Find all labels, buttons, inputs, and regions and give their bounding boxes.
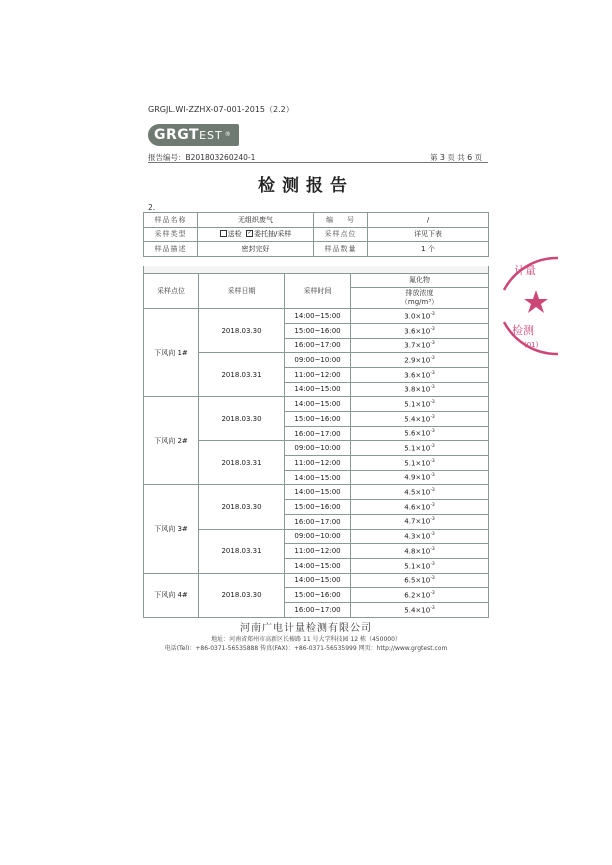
- header-time: 采样时间: [285, 273, 351, 309]
- sample-desc-label: 样品描述: [144, 242, 198, 257]
- concentration-exponent: -3: [430, 414, 435, 420]
- info-row: [144, 227, 489, 242]
- sampling-time-cell: 11:00~12:00: [285, 367, 351, 382]
- results-body: [144, 309, 489, 617]
- concentration-cell: [351, 529, 489, 544]
- sampling-type-options: [198, 227, 314, 242]
- sampling-time-cell: 15:00~16:00: [285, 323, 351, 338]
- concentration-exponent: -3: [430, 561, 435, 567]
- concentration-exponent: -3: [430, 546, 435, 552]
- report-number-label: 报告编号：: [148, 153, 186, 162]
- concentration-exponent: -3: [430, 576, 435, 582]
- page-suffix: 页: [474, 153, 483, 162]
- sampling-date-cell: 2018.03.30: [199, 309, 285, 353]
- sample-id-value: /: [368, 213, 489, 228]
- header-sub: 排放浓度: [405, 289, 434, 298]
- sampling-time-cell: 16:00~17:00: [285, 338, 351, 353]
- sampling-time-cell: 14:00~15:00: [285, 573, 351, 588]
- sampling-time-cell: 16:00~17:00: [285, 514, 351, 529]
- report-title: 检测报告: [258, 176, 354, 196]
- stamp-code: (01): [524, 341, 539, 349]
- section-number: 2.: [148, 203, 156, 212]
- info-row: [144, 242, 489, 257]
- concentration-exponent: -3: [430, 355, 435, 361]
- header-divider: [148, 162, 488, 163]
- sampling-time-cell: 14:00~15:00: [285, 485, 351, 500]
- page-total: 6: [467, 153, 473, 162]
- sampling-time-cell: 14:00~15:00: [285, 558, 351, 573]
- header-point: 采样点位: [144, 273, 199, 309]
- option-submitted: 送检: [227, 230, 242, 239]
- concentration-mantissa: 5.1×10: [404, 561, 431, 570]
- sampling-time-cell: 15:00~16:00: [285, 588, 351, 603]
- footer-contact: 电话(Tel)：+86-0371-56535888 传真(FAX)：+86-0371-56535999 网页：http://www.grgtest.com: [164, 645, 448, 652]
- concentration-cell: [351, 367, 489, 382]
- sampling-date-cell: 2018.03.31: [199, 529, 285, 573]
- concentration-mantissa: 3.7×10: [404, 341, 431, 350]
- concentration-cell: [351, 353, 489, 368]
- concentration-exponent: -3: [430, 458, 435, 464]
- sample-info-table: [143, 212, 489, 257]
- concentration-mantissa: 4.9×10: [404, 473, 431, 482]
- sampling-point-cell: 下风向 4#: [144, 573, 199, 617]
- concentration-mantissa: 6.5×10: [404, 576, 431, 585]
- report-number-value: B201803260240-1: [185, 153, 256, 162]
- concentration-mantissa: 5.4×10: [404, 605, 431, 614]
- sampling-time-cell: 09:00~10:00: [285, 353, 351, 368]
- concentration-cell: [351, 544, 489, 559]
- logo-bold-text: GRGT: [154, 127, 200, 143]
- sampling-time-cell: 11:00~12:00: [285, 544, 351, 559]
- concentration-mantissa: 3.6×10: [404, 370, 431, 379]
- page-current: 3: [439, 153, 445, 162]
- concentration-mantissa: 4.5×10: [404, 488, 431, 497]
- concentration-exponent: -3: [430, 473, 435, 479]
- checkbox-unchecked-icon: [220, 230, 227, 237]
- concentration-exponent: -3: [430, 341, 435, 347]
- concentration-exponent: -3: [430, 385, 435, 391]
- sample-desc-value: 密封完好: [198, 242, 314, 257]
- sampling-time-cell: 16:00~17:00: [285, 602, 351, 617]
- concentration-cell: [351, 470, 489, 485]
- sample-name-value: 无组织废气: [198, 213, 314, 228]
- concentration-mantissa: 5.1×10: [404, 400, 431, 409]
- sampling-time-cell: 14:00~15:00: [285, 309, 351, 324]
- header-param: 氟化物: [351, 273, 489, 288]
- footer-address: 地址：河南省郑州市高新区长椿路 11 号大学科技园 12 栋（450000）: [211, 636, 401, 643]
- concentration-mantissa: 4.3×10: [404, 532, 431, 541]
- concentration-cell: [351, 602, 489, 617]
- header-unit: （mg/m³）: [400, 298, 439, 307]
- concentration-cell: [351, 397, 489, 412]
- concentration-cell: [351, 412, 489, 427]
- sampling-time-cell: 11:00~12:00: [285, 456, 351, 471]
- sampling-date-cell: 2018.03.30: [199, 397, 285, 441]
- sampling-date-cell: 2018.03.31: [199, 353, 285, 397]
- concentration-cell: [351, 485, 489, 500]
- sampling-type-label: 采样类型: [144, 227, 198, 242]
- concentration-mantissa: 4.6×10: [404, 503, 431, 512]
- concentration-exponent: -3: [430, 444, 435, 450]
- concentration-mantissa: 5.6×10: [404, 429, 431, 438]
- table-row: [144, 573, 489, 588]
- star-icon: [524, 290, 548, 313]
- sample-qty-label: 样品数量: [314, 242, 368, 257]
- concentration-cell: [351, 323, 489, 338]
- concentration-cell: [351, 309, 489, 324]
- concentration-mantissa: 4.7×10: [404, 517, 431, 526]
- concentration-exponent: -3: [430, 399, 435, 405]
- concentration-exponent: -3: [430, 429, 435, 435]
- header-date: 采样日期: [199, 273, 285, 309]
- concentration-cell: [351, 573, 489, 588]
- header-concentration: [351, 288, 489, 309]
- sampling-time-cell: 15:00~16:00: [285, 412, 351, 427]
- table-gap-row: [144, 266, 489, 273]
- concentration-mantissa: 3.8×10: [404, 385, 431, 394]
- concentration-mantissa: 5.1×10: [404, 444, 431, 453]
- page-middle: 页 共: [447, 153, 465, 162]
- sample-name-label: 样品名称: [144, 213, 198, 228]
- sample-qty-value: 1 个: [368, 242, 489, 257]
- option-entrusted: 委托抽/采样: [254, 230, 292, 239]
- concentration-exponent: -3: [430, 590, 435, 596]
- concentration-mantissa: 5.1×10: [404, 459, 431, 468]
- sampling-time-cell: 14:00~15:00: [285, 397, 351, 412]
- concentration-mantissa: 5.4×10: [404, 415, 431, 423]
- concentration-cell: [351, 426, 489, 441]
- stamp-text-top: 计量: [514, 264, 536, 277]
- concentration-cell: [351, 441, 489, 456]
- checkbox-checked-icon: ✓: [247, 229, 252, 236]
- table-row: [144, 309, 489, 324]
- concentration-exponent: -3: [430, 532, 435, 538]
- seal-stamp: [478, 250, 558, 360]
- sampling-point-cell: 下风向 1#: [144, 309, 199, 397]
- concentration-mantissa: 3.6×10: [404, 326, 431, 335]
- concentration-mantissa: 4.8×10: [404, 547, 431, 556]
- concentration-cell: [351, 456, 489, 471]
- info-row: [144, 213, 489, 228]
- sampling-date-cell: 2018.03.31: [199, 441, 285, 485]
- document-code: GRGJL.WI-ZZHX-07-001-2015（2.2）: [148, 105, 294, 114]
- footer-company: 河南广电计量检测有限公司: [240, 623, 372, 634]
- concentration-cell: [351, 382, 489, 397]
- concentration-cell: [351, 500, 489, 515]
- sampling-time-cell: 14:00~15:00: [285, 382, 351, 397]
- concentration-mantissa: 3.0×10: [404, 312, 431, 321]
- table-row: [144, 485, 489, 500]
- sampling-point-cell: 下风向 3#: [144, 485, 199, 573]
- concentration-cell: [351, 588, 489, 603]
- page-prefix: 第: [430, 153, 438, 162]
- gap-cell: [144, 266, 489, 273]
- fluoride-results-table: [143, 266, 489, 618]
- concentration-exponent: -3: [430, 311, 435, 317]
- table-row: [144, 397, 489, 412]
- concentration-mantissa: 2.9×10: [404, 356, 431, 365]
- registered-mark: ®: [224, 131, 232, 138]
- sampling-point-cell: 下风向 2#: [144, 397, 199, 485]
- concentration-exponent: -3: [430, 502, 435, 508]
- company-logo: [148, 124, 239, 146]
- concentration-exponent: -3: [430, 370, 435, 376]
- stamp-text-bottom: 检测: [512, 324, 534, 337]
- concentration-mantissa: 6.2×10: [404, 591, 431, 600]
- sampling-time-cell: 09:00~10:00: [285, 441, 351, 456]
- sampling-time-cell: 15:00~16:00: [285, 500, 351, 515]
- concentration-exponent: -3: [430, 488, 435, 494]
- sampling-time-cell: 16:00~17:00: [285, 426, 351, 441]
- sampling-date-cell: 2018.03.30: [199, 573, 285, 617]
- sampling-point-label: 采样点位: [314, 227, 368, 242]
- concentration-exponent: -3: [430, 605, 435, 611]
- concentration-cell: [351, 558, 489, 573]
- concentration-cell: [351, 338, 489, 353]
- sampling-date-cell: 2018.03.30: [199, 485, 285, 529]
- concentration-exponent: -3: [430, 326, 435, 332]
- sampling-point-value: 详见下表: [368, 227, 489, 242]
- logo-thin-text: EST: [199, 129, 223, 142]
- concentration-cell: [351, 514, 489, 529]
- sampling-time-cell: 09:00~10:00: [285, 529, 351, 544]
- sample-id-label: 编 号: [314, 213, 368, 228]
- header-row: [144, 273, 489, 288]
- concentration-exponent: -3: [430, 517, 435, 523]
- sampling-time-cell: 14:00~15:00: [285, 470, 351, 485]
